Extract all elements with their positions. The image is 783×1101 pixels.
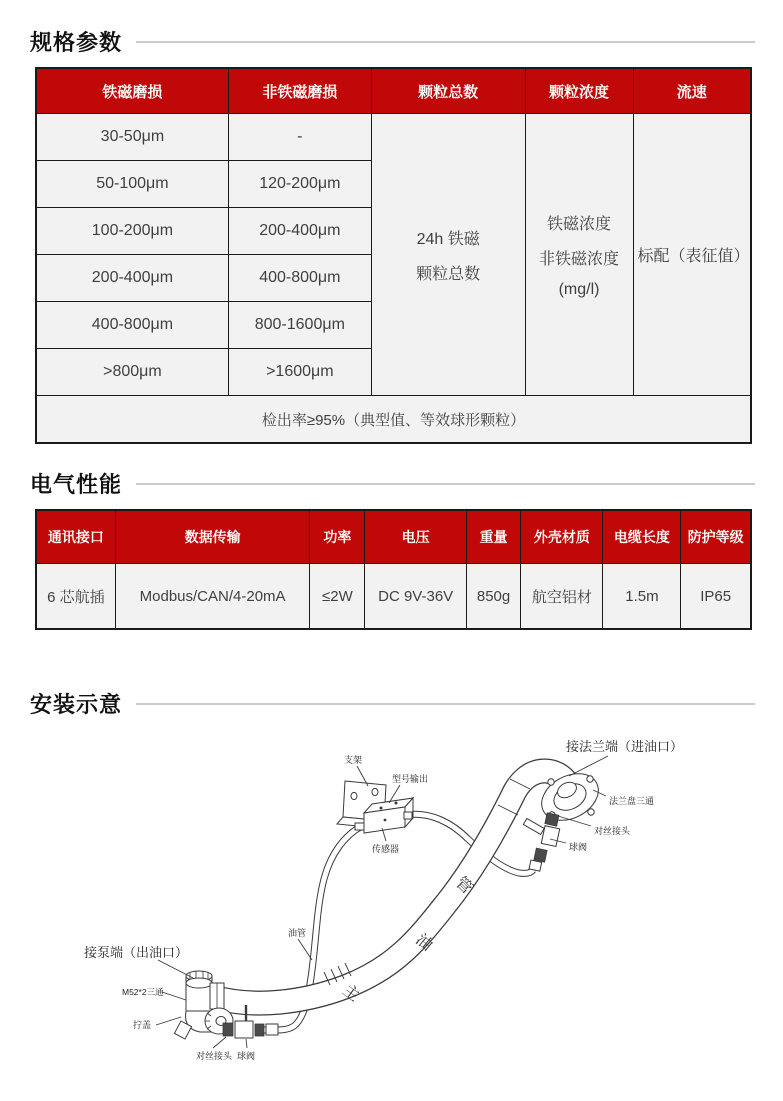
col-header-comm-interface: 通讯接口 bbox=[36, 510, 115, 564]
installation-diagram bbox=[0, 729, 783, 1089]
cell-nonferro-range: 800-1600μm bbox=[228, 302, 371, 349]
cell-nonferro-range: - bbox=[228, 114, 371, 161]
flange-chain bbox=[523, 813, 559, 871]
label-signal-output: 型号输出 bbox=[392, 774, 429, 784]
cell-power: ≤2W bbox=[310, 564, 365, 630]
cell-ferro-range: 50-100μm bbox=[36, 161, 228, 208]
cell-ferro-range: 400-800μm bbox=[36, 302, 228, 349]
cell-ferro-range: 100-200μm bbox=[36, 208, 228, 255]
col-header-cable-length: 电缆长度 bbox=[603, 510, 681, 564]
cell-nonferro-range: 200-400μm bbox=[228, 208, 371, 255]
leader-m52-tee bbox=[162, 992, 186, 1000]
section-rule bbox=[136, 41, 755, 43]
cell-ferro-range: >800μm bbox=[36, 349, 228, 396]
leader-flange-end bbox=[569, 756, 608, 776]
cell-cable-length: 1.5m bbox=[603, 564, 681, 630]
leader-ball-valve-bottom bbox=[246, 1039, 247, 1048]
elec-section-header bbox=[30, 468, 755, 499]
section-rule bbox=[136, 483, 755, 485]
label-ball-valve-bottom: 球阀 bbox=[237, 1051, 256, 1061]
label-union-bottom: 对丝接头 bbox=[196, 1051, 233, 1061]
elec-table bbox=[35, 509, 752, 630]
spec-section-header bbox=[30, 26, 755, 57]
cell-ferro-range: 200-400μm bbox=[36, 255, 228, 302]
cell-nonferro-range: >1600μm bbox=[228, 349, 371, 396]
col-header-data-transfer: 数据传输 bbox=[115, 510, 309, 564]
section-rule bbox=[136, 703, 755, 705]
cell-data-transfer: Modbus/CAN/4-20mA bbox=[115, 564, 309, 630]
col-header-weight: 重量 bbox=[466, 510, 520, 564]
cell-flow-rate: 标配（表征值） bbox=[633, 114, 751, 396]
col-header-power: 功率 bbox=[310, 510, 365, 564]
label-screw-cap: 拧盖 bbox=[133, 1020, 152, 1030]
pipe-char-guan: 管 bbox=[452, 874, 476, 898]
label-bracket: 支架 bbox=[344, 755, 363, 765]
spec-section-title: 规格参数 bbox=[30, 30, 123, 55]
label-flange-tee: 法兰盘三通 bbox=[609, 796, 655, 806]
pipe-char-zhu: 主 bbox=[339, 981, 363, 1005]
col-header-voltage: 电压 bbox=[365, 510, 467, 564]
cell-voltage: DC 9V-36V bbox=[365, 564, 467, 630]
cell-nonferro-range: 120-200μm bbox=[228, 161, 371, 208]
cell-ferro-range: 30-50μm bbox=[36, 114, 228, 161]
col-header-ferro-wear: 铁磁磨损 bbox=[36, 68, 228, 114]
label-oil-tube: 油管 bbox=[288, 928, 307, 938]
elec-header-row bbox=[36, 510, 751, 564]
cell-weight: 850g bbox=[466, 564, 520, 630]
leader-pump-end bbox=[158, 960, 193, 978]
cell-particle-total: 24h 铁磁 颗粒总数 bbox=[371, 114, 525, 396]
cell-shell-material: 航空铝材 bbox=[521, 564, 603, 630]
leader-screw-cap bbox=[156, 1017, 181, 1025]
cell-particle-conc: 铁磁浓度 非铁磁浓度 (mg/l) bbox=[525, 114, 633, 396]
label-ball-valve-top: 球阀 bbox=[569, 842, 588, 852]
install-section-header bbox=[30, 688, 755, 719]
leader-oil-tube bbox=[298, 939, 312, 960]
col-header-particle-conc: 颗粒浓度 bbox=[525, 68, 633, 114]
spec-table bbox=[35, 67, 752, 444]
col-header-nonferro-wear: 非铁磁磨损 bbox=[228, 68, 371, 114]
installation-diagram-svg bbox=[0, 729, 783, 1089]
col-header-shell-material: 外壳材质 bbox=[521, 510, 603, 564]
cell-detection-rate: 检出率≥95%（典型值、等效球形颗粒） bbox=[36, 396, 751, 444]
elec-section-title: 电气性能 bbox=[30, 472, 123, 497]
label-union-top: 对丝接头 bbox=[594, 826, 631, 836]
label-m52-tee: M52*2三通 bbox=[122, 987, 164, 997]
leader-union-bottom bbox=[213, 1037, 226, 1048]
col-header-protection: 防护等级 bbox=[681, 510, 751, 564]
table-row bbox=[36, 114, 751, 161]
spec-header-row bbox=[36, 68, 751, 114]
label-pump-end: 接泵端（出油口） bbox=[84, 945, 189, 960]
install-section-title: 安装示意 bbox=[30, 692, 123, 717]
pipe-char-you: 油 bbox=[412, 931, 436, 955]
table-row bbox=[36, 564, 751, 630]
label-sensor: 传感器 bbox=[372, 844, 400, 854]
label-flange-end: 接法兰端（进油口） bbox=[566, 739, 684, 754]
cell-comm-interface: 6 芯航插 bbox=[36, 564, 115, 630]
spec-footer-row bbox=[36, 396, 751, 444]
cell-nonferro-range: 400-800μm bbox=[228, 255, 371, 302]
cell-protection: IP65 bbox=[681, 564, 751, 630]
col-header-particle-total: 颗粒总数 bbox=[371, 68, 525, 114]
col-header-flow-rate: 流速 bbox=[633, 68, 751, 114]
